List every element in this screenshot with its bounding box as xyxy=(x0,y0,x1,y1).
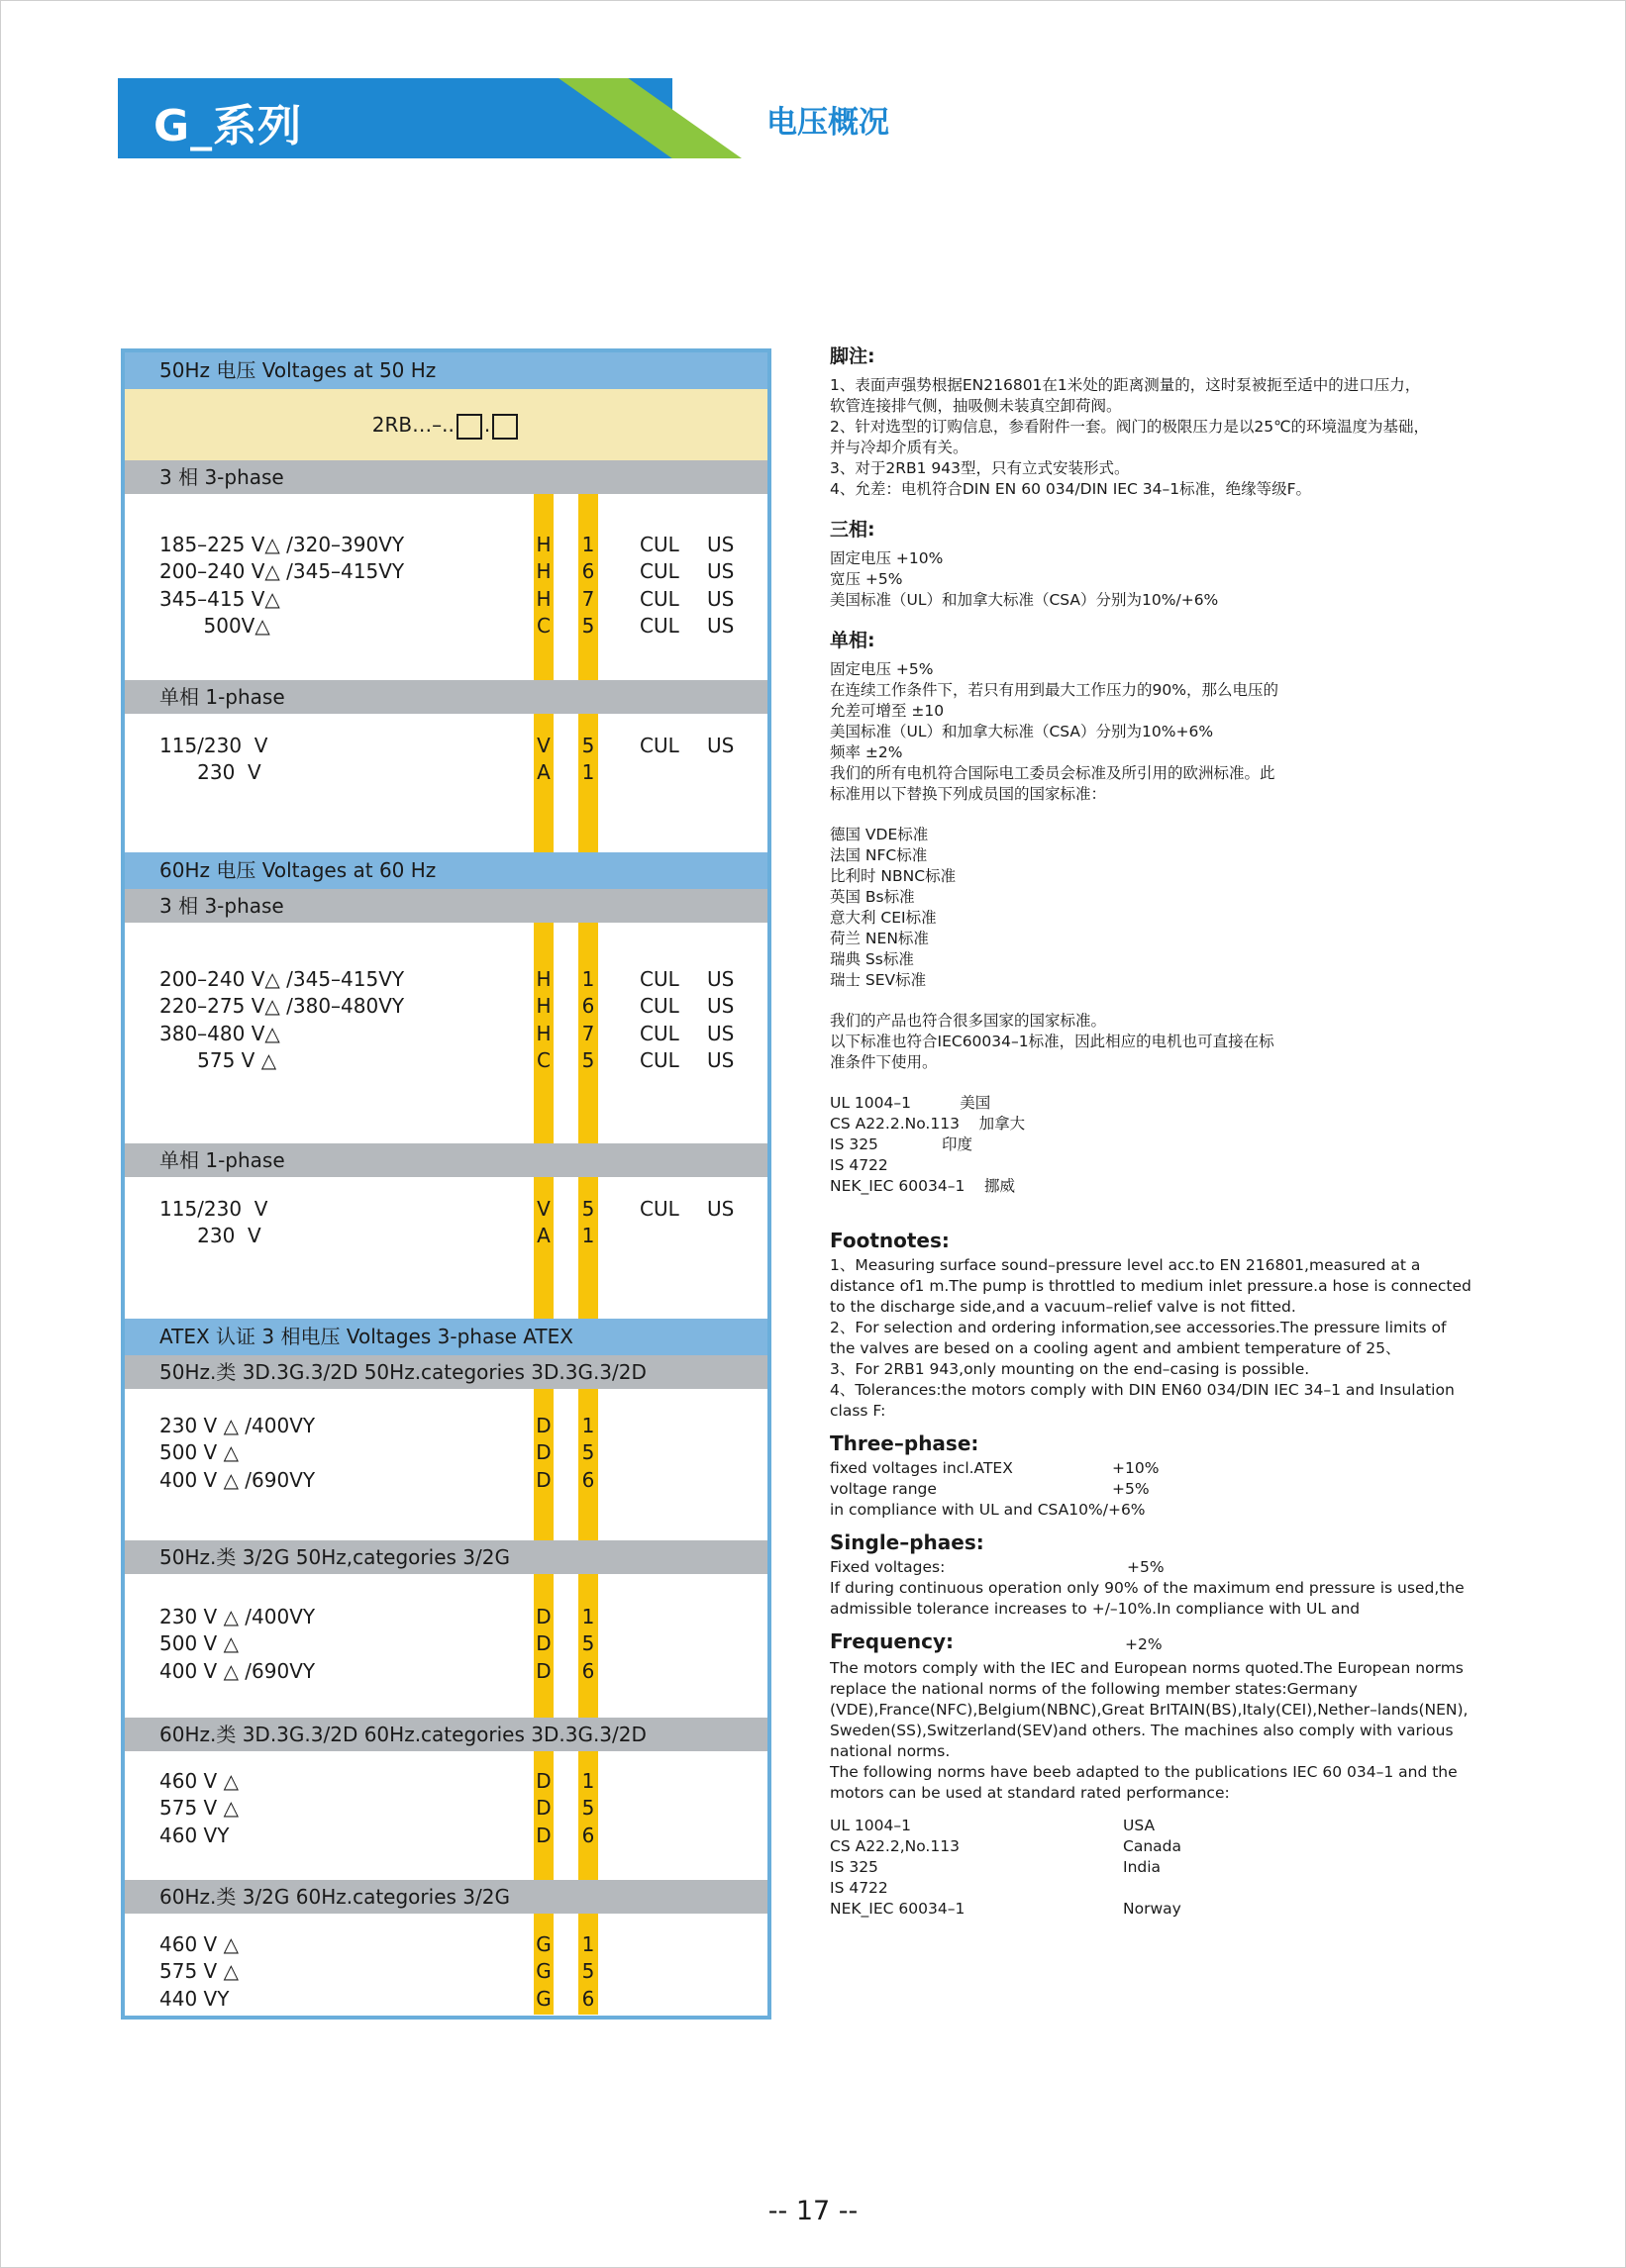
kv-key: voltage range xyxy=(830,1480,937,1498)
note-line: 以下标准也符合IEC60034–1标准，因此相应的电机也可直接在标 xyxy=(830,1033,1274,1050)
section-atex-c: 60Hz.类 3D.3G.3/2D 60Hz.categories 3D.3G.3/2D xyxy=(125,1718,767,1751)
note-line: 软管连接排气侧，抽吸侧未装真空卸荷阀。 xyxy=(830,397,1122,415)
cul-cell: CUL xyxy=(640,994,679,1019)
table-row xyxy=(125,733,767,759)
cul-cell: CUL xyxy=(640,967,679,991)
kv-line xyxy=(830,1816,1503,1836)
code2-cell: 5 xyxy=(581,734,595,757)
single-phase-cn-title: 单相: xyxy=(830,630,875,651)
code1-cell: H xyxy=(536,559,552,584)
section-50hz-3phase: 3 相 3-phase xyxy=(125,460,767,494)
code1-cell: D xyxy=(536,1769,552,1793)
note-line: class F: xyxy=(830,1402,886,1420)
code1-cell: V xyxy=(537,1197,551,1221)
voltage-cell: 230 V xyxy=(159,760,261,785)
kv-value: India xyxy=(1123,1858,1162,1876)
section-atex-b: 50Hz.类 3/2G 50Hz,categories 3/2G xyxy=(125,1540,767,1574)
note-line: 2、For selection and ordering information,see accessories.The pressure limits of xyxy=(830,1319,1447,1336)
section-60hz-3phase: 3 相 3-phase xyxy=(125,889,767,923)
kv-value: Norway xyxy=(1123,1900,1181,1918)
note-line: the valves are besed on a cooling agent and ambient temperature of 25、 xyxy=(830,1339,1401,1357)
code1-cell: H xyxy=(536,994,552,1019)
countries-cn-list xyxy=(830,825,1503,991)
notes-column xyxy=(830,346,1503,1920)
table-row xyxy=(125,1196,767,1223)
us-cell: US xyxy=(707,994,735,1019)
voltage-cell: 460 VY xyxy=(159,1823,230,1847)
code2-cell: 5 xyxy=(581,1796,595,1821)
note-line: 瑞士 SEV标准 xyxy=(830,971,927,989)
code1-cell: C xyxy=(537,1047,551,1072)
kv-line xyxy=(830,1458,1503,1479)
code1-cell: G xyxy=(536,1986,552,2011)
code1-cell: G xyxy=(536,1959,552,1984)
kv-key: NEK_IEC 60034–1 xyxy=(830,1900,965,1918)
section-atex-a: 50Hz.类 3D.3G.3/2D 50Hz.categories 3D.3G.3/2D xyxy=(125,1355,767,1389)
table-row xyxy=(125,1223,767,1249)
three-phase-en-list xyxy=(830,1458,1503,1521)
model-dot: . xyxy=(483,413,491,437)
table-row xyxy=(125,1439,767,1466)
voltage-cell: 400 V △ /690VY xyxy=(159,1658,316,1683)
table-row xyxy=(125,1467,767,1494)
table-row xyxy=(125,1931,767,1958)
code2-cell: 6 xyxy=(581,1467,595,1492)
note-line: 比利时 NBNC标准 xyxy=(830,867,957,885)
code2-cell: 1 xyxy=(581,760,595,785)
code1-cell: D xyxy=(536,1414,552,1437)
section-60hz-title: 60Hz 电压 Voltages at 60 Hz xyxy=(125,852,767,889)
code2-cell: 5 xyxy=(581,1440,595,1465)
code2-cell: 5 xyxy=(581,1959,595,1984)
note-line: national norms. xyxy=(830,1742,951,1760)
us-cell: US xyxy=(707,1047,735,1072)
kv-value: Canada xyxy=(1123,1837,1181,1855)
note-line: 我们的所有电机符合国际电工委员会标准及所引用的欧洲标准。此 xyxy=(830,764,1275,782)
note-line: 频率 ±2% xyxy=(830,743,903,761)
us-cell: US xyxy=(707,734,735,757)
voltage-cell: 230 V xyxy=(159,1224,261,1248)
cul-cell: CUL xyxy=(640,1021,679,1045)
code2-cell: 7 xyxy=(581,1021,595,1045)
note-line: 标准用以下替换下列成员国的国家标准： xyxy=(830,785,1107,803)
kv-line xyxy=(830,1899,1503,1920)
table-row xyxy=(125,613,767,640)
note-line: 1、Measuring surface sound–pressure level acc.to EN 216801,measured at a xyxy=(830,1256,1421,1274)
voltage-cell: 500 V △ xyxy=(159,1631,239,1656)
us-cell: US xyxy=(707,559,735,584)
note-line: 并与冷却介质有关。 xyxy=(830,439,968,456)
code2-cell: 1 xyxy=(581,967,595,991)
code1-cell: D xyxy=(536,1631,552,1656)
note-line: 允差可增至 ±10 xyxy=(830,702,945,720)
cul-cell: CUL xyxy=(640,533,679,556)
note-line: 德国 VDE标准 xyxy=(830,826,929,843)
table-row xyxy=(125,1630,767,1657)
footnotes-en-list xyxy=(830,1255,1503,1422)
cul-cell: CUL xyxy=(640,559,679,584)
page-number: -- 17 -- xyxy=(767,2196,859,2226)
voltage-cell: 230 V △ /400VY xyxy=(159,1414,316,1437)
kv-line xyxy=(830,1857,1503,1878)
code2-cell: 6 xyxy=(581,559,595,584)
note-line: to the discharge side,and a vacuum–relief valve is not fitted. xyxy=(830,1298,1296,1316)
model-code xyxy=(125,389,767,460)
note-line: 2、针对选型的订购信息，参看附件一套。阀门的极限压力是以25℃的环境温度为基础， xyxy=(830,418,1429,436)
code2-cell: 7 xyxy=(581,586,595,611)
series-title: G_系列 xyxy=(153,101,303,151)
voltage-table xyxy=(121,348,771,2020)
standards-cn-list xyxy=(830,1093,1503,1197)
voltage-cell: 500V△ xyxy=(159,613,270,638)
us-cell: US xyxy=(707,1021,735,1045)
note-line: 荷兰 NEN标准 xyxy=(830,930,929,947)
footnote-cn-list xyxy=(830,375,1503,500)
voltage-cell: 440 VY xyxy=(159,1986,230,2011)
voltage-cell: 185–225 V△ /320–390VY xyxy=(159,533,405,556)
voltage-cell: 345–415 V△ xyxy=(159,586,280,611)
footnote-cn-title: 脚注: xyxy=(830,345,875,367)
standards-en-list xyxy=(830,1816,1503,1920)
single-phase-en-title: Single–phaes: xyxy=(830,1530,984,1554)
code1-cell: D xyxy=(536,1796,552,1821)
kv-key: IS 325 xyxy=(830,1858,878,1876)
table-row xyxy=(125,1658,767,1685)
code2-cell: 6 xyxy=(581,1986,595,2011)
code2-cell: 1 xyxy=(581,1224,595,1248)
model-prefix: 2RB…–.. xyxy=(371,413,455,437)
kv-key: CS A22.2,No.113 xyxy=(830,1837,960,1855)
us-cell: US xyxy=(707,533,735,556)
code1-cell: H xyxy=(536,967,552,991)
note-line: UL 1004–1 美国 xyxy=(830,1094,991,1112)
note-line: IS 4722 xyxy=(830,1156,888,1174)
model-box-2 xyxy=(492,414,518,440)
code1-cell: D xyxy=(536,1440,552,1465)
note-line: 4、Tolerances:the motors comply with DIN EN60 034/DIN IEC 34–1 and Insulation xyxy=(830,1381,1455,1399)
note-line: 英国 Bs标准 xyxy=(830,888,915,906)
note-line: (VDE),France(NFC),Belgium(NBNC),Great BrITAIN(BS),Italy(CEI),Nether–lands(NEN), xyxy=(830,1701,1469,1719)
table-row xyxy=(125,1986,767,2013)
note-line: 美国标准（UL）和加拿大标准（CSA）分别为10%/+6% xyxy=(830,591,1219,609)
code1-cell: H xyxy=(536,1021,552,1045)
code1-cell: H xyxy=(536,586,552,611)
note-line: motors can be used at standard rated performance: xyxy=(830,1784,1230,1802)
code2-cell: 5 xyxy=(581,1197,595,1221)
table-row xyxy=(125,1958,767,1985)
page-heading: 电压概况 xyxy=(766,105,889,141)
note-line: 法国 NFC标准 xyxy=(830,846,928,864)
section-50hz-title: 50Hz 电压 Voltages at 50 Hz xyxy=(125,352,767,389)
note-line: Sweden(SS),Switzerland(SEV)and others. The machines also comply with various xyxy=(830,1722,1454,1739)
table-row xyxy=(125,586,767,613)
code2-cell: 5 xyxy=(581,1631,595,1656)
note-line: admissible tolerance increases to +/–10%.In compliance with UL and xyxy=(830,1600,1361,1618)
table-row xyxy=(125,1795,767,1822)
voltage-cell: 200–240 V△ /345–415VY xyxy=(159,559,405,584)
note-line: 美国标准（UL）和加拿大标准（CSA）分别为10%+6% xyxy=(830,723,1214,740)
us-cell: US xyxy=(707,967,735,991)
code2-cell: 1 xyxy=(581,1605,595,1628)
three-phase-en-title: Three–phase: xyxy=(830,1431,979,1455)
cul-cell: CUL xyxy=(640,613,679,638)
voltage-cell: 115/230 V xyxy=(159,1197,268,1221)
kv-line xyxy=(830,1878,1503,1899)
code2-cell: 6 xyxy=(581,1823,595,1847)
table-row xyxy=(125,993,767,1020)
code1-cell: D xyxy=(536,1823,552,1847)
kv-value: +10% xyxy=(1112,1459,1160,1477)
footnotes-en-title: Footnotes: xyxy=(830,1229,950,1252)
kv-value: USA xyxy=(1123,1817,1156,1834)
voltage-cell: 500 V △ xyxy=(159,1440,239,1465)
kv-key: fixed voltages incl.ATEX xyxy=(830,1459,1013,1477)
section-atex-d: 60Hz.类 3/2G 60Hz.categories 3/2G xyxy=(125,1880,767,1914)
code2-cell: 6 xyxy=(581,1658,595,1683)
note-line: 固定电压 +5% xyxy=(830,660,934,678)
table-row xyxy=(125,558,767,585)
three-phase-cn-title: 三相: xyxy=(830,519,875,541)
code1-cell: D xyxy=(536,1605,552,1628)
note-line: 4、允差：电机符合DIN EN 60 034/DIN IEC 34–1标准，绝缘等级F。 xyxy=(830,480,1312,498)
kv-key: IS 4722 xyxy=(830,1879,888,1897)
model-box-1 xyxy=(457,414,482,440)
note-line: 3、For 2RB1 943,only mounting on the end–casing is possible. xyxy=(830,1360,1310,1378)
note-line: 1、表面声强势根据EN216801在1米处的距离测量的，这时泵被扼至适中的进口压力， xyxy=(830,376,1421,394)
note-line: The motors comply with the IEC and European norms quoted.The European norms xyxy=(830,1659,1464,1677)
note-line: distance of1 m.The pump is throttled to medium inlet pressure.a hose is connected xyxy=(830,1277,1472,1295)
note-line: If during continuous operation only 90% of the maximum end pressure is used,the xyxy=(830,1579,1465,1597)
voltage-cell: 400 V △ /690VY xyxy=(159,1467,316,1492)
cul-cell: CUL xyxy=(640,734,679,757)
cul-cell: CUL xyxy=(640,1047,679,1072)
kv-line xyxy=(830,1500,1503,1521)
three-phase-cn-list xyxy=(830,548,1503,611)
voltage-cell: 230 V △ /400VY xyxy=(159,1605,316,1628)
table-row xyxy=(125,1047,767,1074)
voltage-cell: 575 V △ xyxy=(159,1796,239,1821)
code1-cell: A xyxy=(537,760,551,785)
code1-cell: D xyxy=(536,1467,552,1492)
header-banner xyxy=(118,78,742,158)
voltage-cell: 220–275 V△ /380–480VY xyxy=(159,994,405,1019)
note-line: 3、对于2RB1 943型，只有立式安装形式。 xyxy=(830,459,1130,477)
us-cell: US xyxy=(707,586,735,611)
voltage-cell: 200–240 V△ /345–415VY xyxy=(159,967,405,991)
note-line: IS 325 印度 xyxy=(830,1135,972,1153)
national-cn-list xyxy=(830,1011,1503,1073)
table-row xyxy=(125,966,767,993)
code1-cell: C xyxy=(537,613,551,638)
voltage-cell: 575 V △ xyxy=(159,1959,239,1984)
note-line: NEK_IEC 60034–1 挪威 xyxy=(830,1177,1016,1195)
code2-cell: 5 xyxy=(581,1047,595,1072)
kv-key: UL 1004–1 xyxy=(830,1817,911,1834)
us-cell: US xyxy=(707,613,735,638)
code2-cell: 1 xyxy=(581,1414,595,1437)
kv-line xyxy=(830,1836,1503,1857)
code2-cell: 1 xyxy=(581,1932,595,1956)
table-row xyxy=(125,1768,767,1795)
voltage-cell: 460 V △ xyxy=(159,1769,239,1793)
code1-cell: G xyxy=(536,1932,552,1956)
table-row xyxy=(125,1021,767,1047)
note-line: 准条件下使用。 xyxy=(830,1053,938,1071)
code1-cell: A xyxy=(537,1224,551,1248)
code2-cell: 1 xyxy=(581,1769,595,1793)
code1-cell: H xyxy=(536,533,552,556)
code2-cell: 1 xyxy=(581,533,595,556)
note-line: replace the national norms of the following member states:Germany xyxy=(830,1680,1358,1698)
section-50hz-1phase: 单相 1-phase xyxy=(125,680,767,714)
code1-cell: V xyxy=(537,734,551,757)
table-row xyxy=(125,1604,767,1630)
voltage-cell: 460 V △ xyxy=(159,1932,239,1956)
code2-cell: 6 xyxy=(581,994,595,1019)
kv-value: +5% xyxy=(1112,1480,1150,1498)
frequency-en-list xyxy=(830,1658,1503,1804)
note-line: CS A22.2.No.113 加拿大 xyxy=(830,1115,1026,1133)
note-line: 瑞典 Ss标准 xyxy=(830,950,914,968)
us-cell: US xyxy=(707,1197,735,1221)
note-line: 意大利 CEI标准 xyxy=(830,909,937,927)
table-row xyxy=(125,1413,767,1439)
note-line: The following norms have beeb adapted to the publications IEC 60 034–1 and the xyxy=(830,1763,1458,1781)
table-row xyxy=(125,532,767,558)
voltage-cell: 115/230 V xyxy=(159,734,268,757)
voltage-cell: 380–480 V△ xyxy=(159,1021,280,1045)
note-line: 宽压 +5% xyxy=(830,570,903,588)
cul-cell: CUL xyxy=(640,1197,679,1221)
voltage-cell: 575 V △ xyxy=(159,1047,277,1072)
kv-key: in compliance with UL and CSA10%/+6% xyxy=(830,1501,1146,1519)
code2-cell: 5 xyxy=(581,613,595,638)
single-phase-cn-list xyxy=(830,659,1503,805)
note-line: 在连续工作条件下，若只有用到最大工作压力的90%，那么电压的 xyxy=(830,681,1278,699)
code1-cell: D xyxy=(536,1658,552,1683)
note-line: 固定电压 +10% xyxy=(830,549,944,567)
single-phase-en-fixed: Fixed voltages: +5% xyxy=(830,1558,1165,1576)
kv-line xyxy=(830,1479,1503,1500)
single-phase-en-list xyxy=(830,1578,1503,1620)
table-row xyxy=(125,759,767,786)
cul-cell: CUL xyxy=(640,586,679,611)
section-60hz-1phase: 单相 1-phase xyxy=(125,1143,767,1177)
table-row xyxy=(125,1823,767,1849)
section-atex-title: ATEX 认证 3 相电压 Voltages 3-phase ATEX xyxy=(125,1319,767,1355)
frequency-en-heading: Frequency: +2% xyxy=(830,1629,1163,1653)
note-line: 我们的产品也符合很多国家的国家标准。 xyxy=(830,1012,1107,1030)
